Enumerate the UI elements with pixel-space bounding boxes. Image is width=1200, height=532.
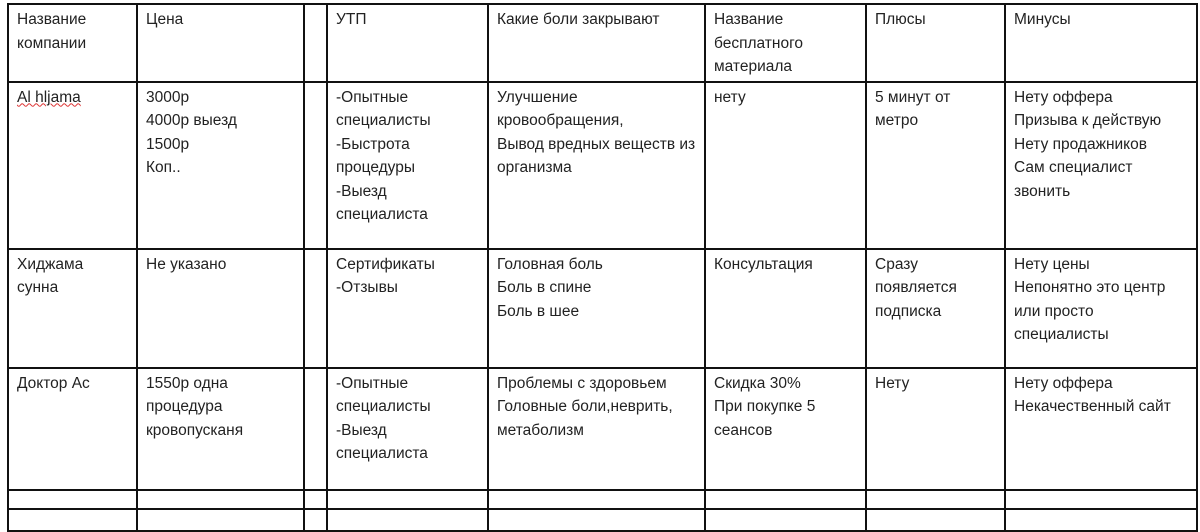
company-name: Al hljama	[17, 88, 81, 106]
cell-free-material: нету	[705, 82, 866, 249]
empty-cell	[304, 509, 327, 531]
empty-cell	[327, 490, 488, 509]
empty-row	[8, 490, 1197, 509]
cell-pros: Нету	[866, 368, 1005, 490]
header-free-material: Название бесплатного материала	[705, 4, 866, 82]
empty-cell	[8, 490, 137, 509]
cell-pros: Сразу появляется подписка	[866, 249, 1005, 368]
header-utp: УТП	[327, 4, 488, 82]
table-row	[8, 368, 1197, 490]
empty-cell	[488, 490, 705, 509]
cell-company: Хиджама сунна	[8, 249, 137, 368]
empty-cell	[137, 509, 304, 531]
empty-cell	[304, 490, 327, 509]
header-pros: Плюсы	[866, 4, 1005, 82]
empty-cell	[705, 490, 866, 509]
cell-blank	[304, 82, 327, 249]
empty-row	[8, 509, 1197, 531]
competitor-table	[7, 3, 1198, 532]
empty-cell	[866, 490, 1005, 509]
header-row	[8, 4, 1197, 82]
table-row	[8, 249, 1197, 368]
empty-cell	[327, 509, 488, 531]
empty-cell	[137, 490, 304, 509]
cell-pains: Головная боль Боль в спине Боль в шее	[488, 249, 705, 368]
header-company: Название компании	[8, 4, 137, 82]
cell-price: 3000р 4000р выезд 1500р Коп..	[137, 82, 304, 249]
cell-pains: Улучшение кровообращения, Вывод вредных веществ из организма	[488, 82, 705, 249]
cell-utp: -Опытные специалисты -Быстрота процедуры -Выезд специалиста	[327, 82, 488, 249]
cell-free-material: Скидка 30% При покупке 5 сеансов	[705, 368, 866, 490]
empty-cell	[705, 509, 866, 531]
cell-cons: Нету оффера Призыва к действую Нету продажников Сам специалист звонить	[1005, 82, 1197, 249]
header-blank	[304, 4, 327, 82]
cell-utp: Сертификаты -Отзывы	[327, 249, 488, 368]
cell-blank	[304, 249, 327, 368]
cell-price: Не указано	[137, 249, 304, 368]
empty-cell	[1005, 490, 1197, 509]
cell-cons: Нету цены Непонятно это центр или просто специалисты	[1005, 249, 1197, 368]
cell-price: 1550р одна процедура кровопусканя	[137, 368, 304, 490]
header-price: Цена	[137, 4, 304, 82]
cell-blank	[304, 368, 327, 490]
empty-cell	[8, 509, 137, 531]
empty-cell	[866, 509, 1005, 531]
header-pains: Какие боли закрывают	[488, 4, 705, 82]
cell-free-material: Консультация	[705, 249, 866, 368]
cell-cons: Нету оффера Некачественный сайт	[1005, 368, 1197, 490]
empty-cell	[488, 509, 705, 531]
cell-company	[8, 82, 137, 249]
empty-cell	[1005, 509, 1197, 531]
cell-pros: 5 минут от метро	[866, 82, 1005, 249]
cell-company: Доктор Ас	[8, 368, 137, 490]
cell-pains: Проблемы с здоровьем Головные боли,неврить, метаболизм	[488, 368, 705, 490]
table-row	[8, 82, 1197, 249]
cell-utp: -Опытные специалисты -Выезд специалиста	[327, 368, 488, 490]
header-cons: Минусы	[1005, 4, 1197, 82]
